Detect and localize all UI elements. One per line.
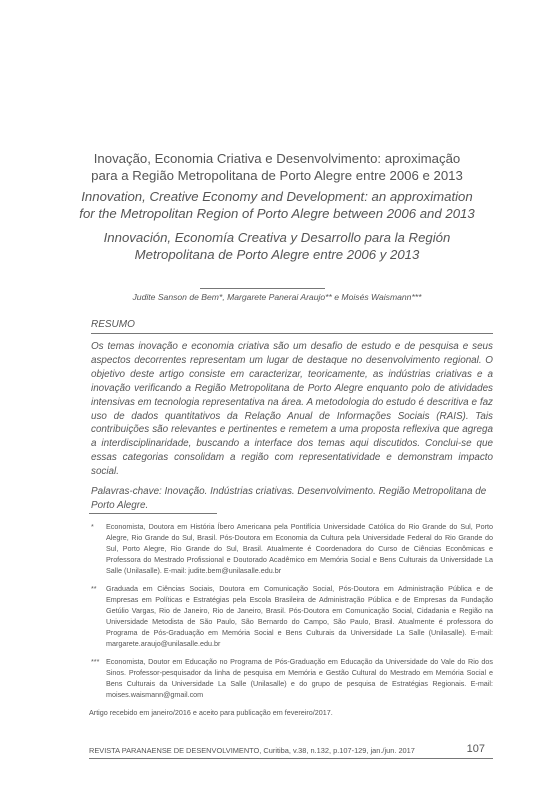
footnote-divider: [89, 513, 217, 514]
footnote-3: [89, 656, 493, 700]
page-number: 107: [466, 743, 485, 755]
title-english-line-2: for the Metropolitan Region of Porto Alegre between 2006 and 2013: [79, 206, 475, 221]
abstract-section: [91, 319, 493, 513]
keywords: Palavras-chave: Inovação. Indústrias criativas. Desenvolvimento. Região Metropolitana de Porto Alegre.: [91, 486, 487, 511]
page-footer: [89, 743, 493, 757]
footnote-text: Graduada em Ciências Sociais, Doutora em Comunicação Social, Pós-Doutora em Administração Pública e de Empresas em Políticas e Estratégias pela Escola Brasileira de Administração Pública e de Empresas da Fundação Getúlio Vargas, Rio de Janeiro, Rio de Janeiro, Brasil. Pós-Doutora em Comunicação Social, Cidadania e Região na Universidade Metodista de São Paulo, São Bernardo do Campo, São Paulo, Brasil. Atualmente é professora do Programa de Pós-Graduação em Memória Social e Bens Culturais da Universidade La Salle (Unilasalle). E-mail: margarete.araujo@unilasalle.edu.br: [106, 584, 493, 648]
title-portuguese-line-1: Inovação, Economia Criativa e Desenvolvimento: aproximação: [93, 151, 461, 166]
authors-divider: [200, 288, 325, 289]
footnote-mark: *: [91, 522, 94, 531]
footnote-text: Economista, Doutor em Educação no Programa de Pós-Graduação em Educação da Universidade do Vale do Rio dos Sinos. Professor-pesquisador da linha de pesquisa em Memória e Gestão Cultural do Mestrado em Memória Social e Bens Culturais da Universidade La Salle (Unilasalle) e do grupo de pesquisa de Estratégias Regionais. E-mail: moises.waismann@gmail.com: [106, 657, 493, 699]
footnote-mark: **: [91, 584, 97, 593]
abstract-divider: [91, 333, 493, 334]
title-english-line-1: Innovation, Creative Economy and Development: an approximation: [81, 189, 473, 204]
journal-citation: REVISTA PARANAENSE DE DESENVOLVIMENTO, Curitiba, v.38, n.132, p.107-129, jan./jun. 2017: [89, 746, 415, 755]
abstract-text: Os temas inovação e economia criativa são um desafio de estudo e de pesquisa e seus aspectos decorrentes representam um lugar de destaque no desenvolvimento regional. O objetivo deste artigo consiste em caracterizar, teoricamente, as indústrias criativas e a inovação verificando a Região Metropolitana de Porto Alegre enquanto polo de atividades intensivas em tecnologia representativa na área. A metodologia do estudo é descritiva e faz uso de dados quantitativos da Relação Anual de Informações Sociais (RAIS). Tais contribuições são relevantes e pertinentes e remetem a uma proposta reflexiva que agrega a interdisciplinaridade, buscando a interface dos temas aqui discutidos. Conclui-se que essas categorias consolidam a região com representatividade e demonstram impacto social.: [91, 341, 493, 478]
footnotes: [89, 521, 493, 718]
abstract-heading: RESUMO: [91, 319, 135, 330]
received-note: Artigo recebido em janeiro/2016 e aceito para publicação em fevereiro/2017.: [89, 708, 333, 717]
title-portuguese: [60, 150, 494, 184]
title-english: [60, 188, 494, 222]
title-spanish: [60, 229, 494, 263]
footnote-2: [89, 583, 493, 649]
title-block: [60, 150, 494, 263]
footnote-1: [89, 521, 493, 576]
title-spanish-line-1: Innovación, Economía Creativa y Desarrollo para la Región: [103, 230, 451, 245]
footnote-mark: ***: [91, 657, 100, 666]
footer-divider: [89, 758, 493, 759]
title-portuguese-line-2: para a Região Metropolitana de Porto Alegre entre 2006 e 2013: [91, 168, 463, 183]
title-spanish-line-2: Metropolitana de Porto Alegre entre 2006 y 2013: [134, 247, 420, 262]
author-list: Judite Sanson de Bem*, Margarete Panerai Araujo** e Moisés Waismann***: [132, 292, 422, 302]
footnote-text: Economista, Doutora em História Íbero Americana pela Pontifícia Universidade Católica do Rio Grande do Sul, Porto Alegre, Rio Grande do Sul, Brasil. Pós-Doutora em Economia da Cultura pela Universidade Federal do Rio Grande do Sul, Porto Alegre, Rio Grande do Sul, Brasil. Atualmente é Coordenadora do Curso de Ciências Econômicas e Professora do Mestrado Profissional e Doutorado Acadêmico em Memória Social e Bens Culturais da Universidade La Salle (Unilasalle). E-mail: judite.bem@unilasalle.edu.br: [106, 522, 493, 575]
